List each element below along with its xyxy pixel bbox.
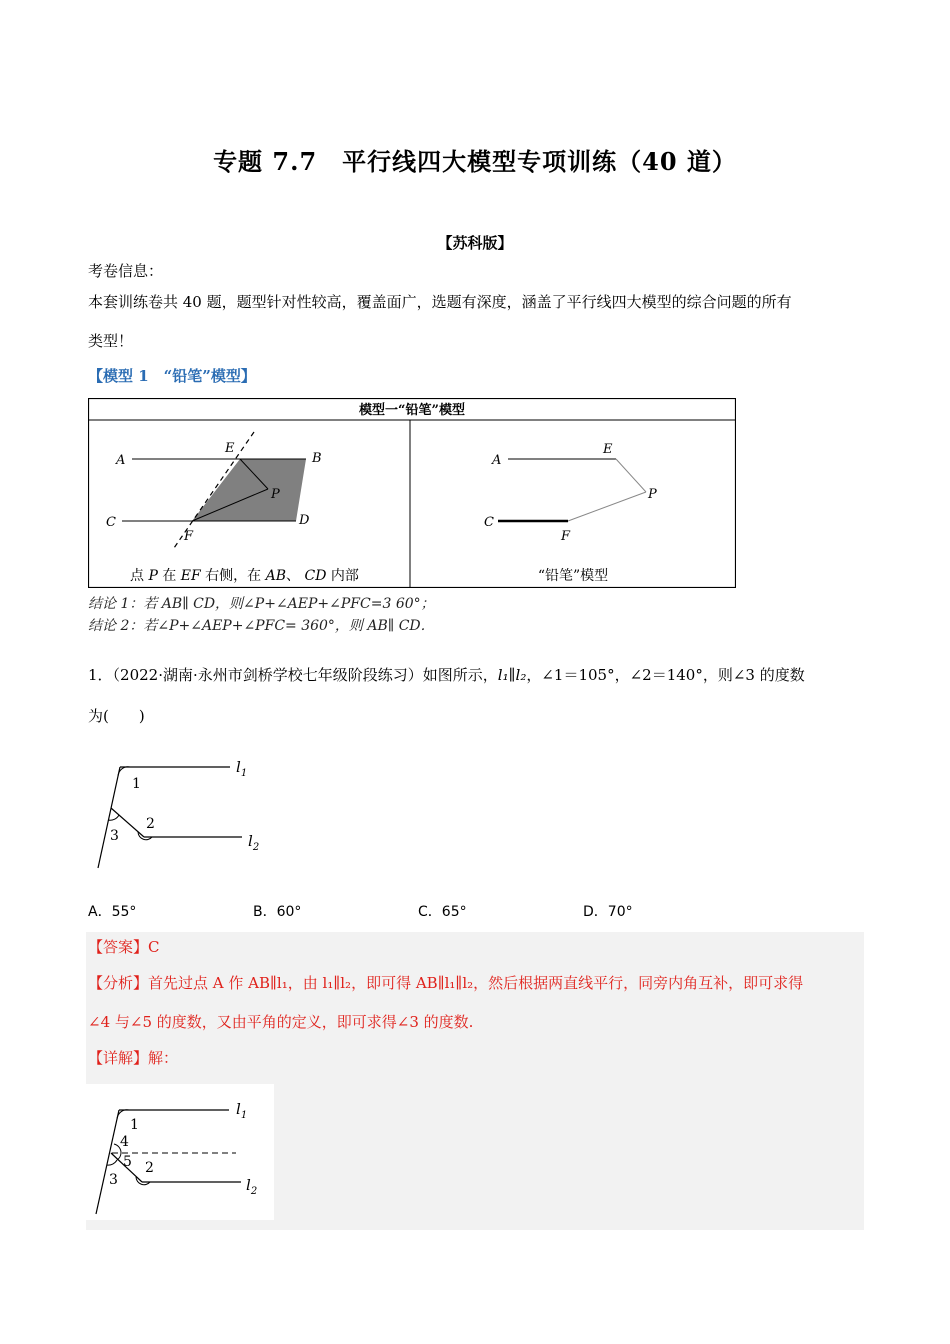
analysis-line-2: ∠4 与∠5 的度数，又由平角的定义，即可求得∠3 的度数. <box>88 1013 474 1031</box>
model-table <box>88 398 736 588</box>
question-text-before: 如图所示， <box>422 666 498 684</box>
conclusion-1: 结论 1：若 AB∥ CD，则∠P+∠AEP+∠PFC=3 60°； <box>88 596 435 612</box>
analysis-line-1: 【分析】首先过点 A 作 AB∥l₁，由 l₁∥l₂，即可得 AB∥l₁∥l₂，然后根据两直线平行，同旁内角互补，即可求得 <box>88 974 804 992</box>
left-caption: 点 P 在 EF 右侧，在 AB、 CD 内部 <box>130 568 359 584</box>
solution-angle-4: 4 <box>120 1134 129 1150</box>
intro-line-2: 类型！ <box>88 332 134 350</box>
solution-line-l1: $l_1$ <box>236 1100 248 1121</box>
question-condition: l₁∥l₂ <box>497 666 527 684</box>
solution-line-l2: $l_2$ <box>246 1176 258 1197</box>
analysis-label: 【分析】 <box>88 974 149 992</box>
detail-label: 【详解】解： <box>88 1049 179 1067</box>
model-heading: 【模型 1 “铅笔”模型】 <box>88 367 256 385</box>
intro-line-1: 本套训练卷共 40 题，题型针对性较高，覆盖面广，选题有深度，涵盖了平行线四大模型的综合问题的所有 <box>88 293 792 311</box>
label-A-right: A <box>492 453 502 468</box>
solution-angle-5: 5 <box>123 1154 132 1170</box>
label-F-right: F <box>561 529 571 544</box>
option-a[interactable]: A．55° <box>88 904 137 920</box>
angle-label-1: 1 <box>132 776 141 792</box>
question-number: 1． <box>88 666 113 684</box>
conclusion-2: 结论 2：若∠P+∠AEP+∠PFC= 360°，则 AB∥ CD． <box>88 618 435 634</box>
edition-label: 【苏科版】 <box>437 234 513 252</box>
label-C-left: C <box>106 515 116 530</box>
option-c[interactable]: C．65° <box>418 904 467 920</box>
angle-label-2: 2 <box>146 816 155 832</box>
label-P-right: P <box>648 487 657 502</box>
option-b[interactable]: B．60° <box>253 904 302 920</box>
option-d[interactable]: D．70° <box>583 904 633 920</box>
angle-label-3: 3 <box>110 828 119 844</box>
model-table-header: 模型一“铅笔”模型 <box>359 403 465 418</box>
line-label-l2: $l_2$ <box>248 832 260 853</box>
solution-angle-3: 3 <box>109 1172 118 1188</box>
solution-figure <box>86 1084 274 1220</box>
info-label: 考卷信息： <box>88 262 164 280</box>
label-E-left: E <box>225 441 235 456</box>
label-D-left: D <box>299 513 310 528</box>
line-label-l1: $l_1$ <box>236 758 248 779</box>
solution-angle-1: 1 <box>130 1117 139 1133</box>
label-P-left: P <box>271 487 280 502</box>
label-A-left: A <box>116 453 126 468</box>
label-F-left: F <box>184 529 194 544</box>
label-B-left: B <box>312 451 322 466</box>
question-1-line-1 <box>88 664 805 685</box>
answer-label: 【答案】C <box>88 938 160 956</box>
question-source: （2022·湖南·永州市剑桥学校七年级阶段练习） <box>112 666 423 684</box>
page-title: 专题 7.7 平行线四大模型专项训练（40 道） <box>213 147 737 176</box>
label-C-right: C <box>484 515 494 530</box>
question-text-after: ，∠1＝105°，∠2＝140°，则∠3 的度数 <box>526 666 805 684</box>
question-1-figure <box>92 756 272 874</box>
question-1-line-2: 为( ) <box>88 707 145 725</box>
label-E-right: E <box>603 442 613 457</box>
right-caption: “铅笔”模型 <box>537 568 609 584</box>
solution-angle-2: 2 <box>145 1160 154 1176</box>
